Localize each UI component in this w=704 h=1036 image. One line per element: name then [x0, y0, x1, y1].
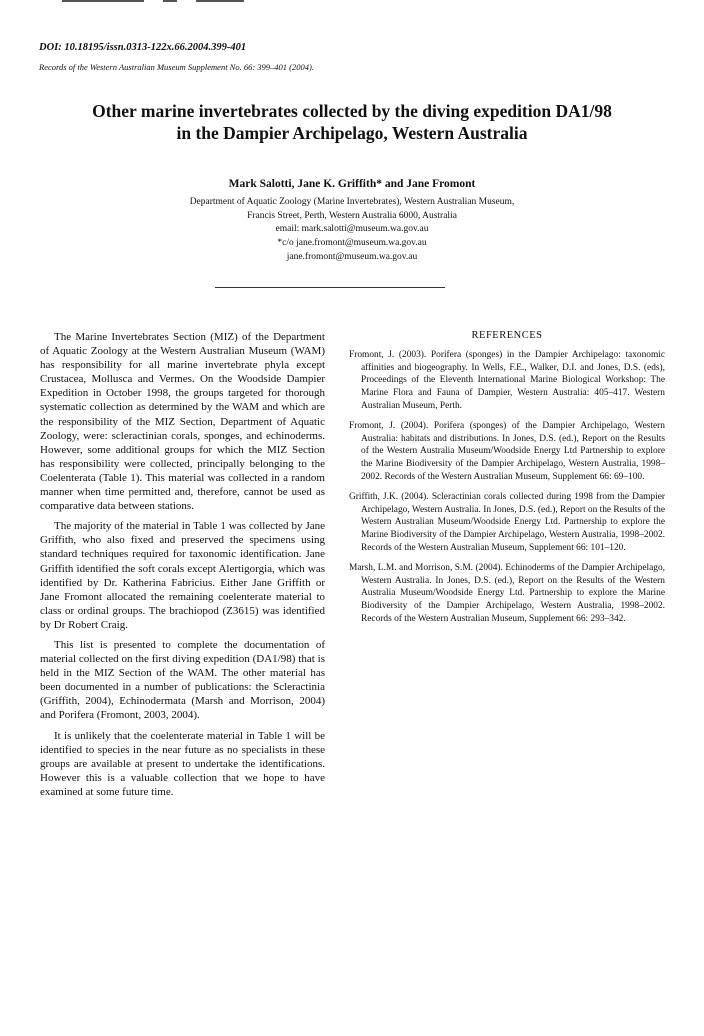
- body-paragraph: It is unlikely that the coelenterate material in Table 1 will be identified to species in the near future as no specialists in these groups are available at present to undertake the identifications. However this is a valuable collection that we hope to have examined at some future time.: [40, 729, 325, 798]
- article-title: [40, 100, 664, 144]
- doi: DOI: 10.18195/issn.0313-122x.66.2004.399-401: [39, 42, 247, 53]
- body-paragraph: The Marine Invertebrates Section (MIZ) of the Department of Aquatic Zoology at the Western Australian Museum (WAM) has responsibility for all marine invertebrate phyla except Crustacea, Mollusca and Vermes. On the Woodside Dampier Expedition in October 1998, the groups targeted for thorough systematic collection as determined by the WAM and which are the responsibility of the MIZ Section, Department of Aquatic Zoology, were: scleractinian corals, sponges, and echinoderms. However, some additional groups for which the MIZ Section has responsibility were collected, principally belonging to the Coelenterata (Table 1). This material was collected in a random manner when time permitted and, therefore, cannot be used as comparative data between stations.: [40, 331, 325, 513]
- email-line: jane.fromont@museum.wa.gov.au: [286, 251, 418, 262]
- body-text-column: [40, 330, 325, 805]
- affiliation-line: Department of Aquatic Zoology (Marine Invertebrates), Western Australian Museum,: [189, 197, 515, 207]
- reference-item: Fromont, J. (2004). Porifera (sponges) of the Dampier Archipelago, Western Australia: habitats and distributions. In Jones, D.S. (ed.), Report on the Results of the Western Australia Museum/Woodside Energy Ltd Partnership to explore the Marine Biodiversity of the Dampier Archipelago, Western Australia, 1998–2002. Records of the Western Australian Museum, Supplement 66: 69–100.: [349, 420, 665, 482]
- top-rule-left: [62, 0, 144, 2]
- reference-item: Marsh, L.M. and Morrison, S.M. (2004). Echinoderms of the Dampier Archipelago, Western Australia. In Jones, D.S. (ed.), Report on the Results of the Western Australia Museum/Woodside Energy Ltd. Partnership to explore the Marine Biodiversity of the Dampier Archipelago, Western Australia, 1998–2002. Records of the Western Australian Museum, Supplement 66: 293–342.: [349, 562, 665, 624]
- title-line-1: Other marine invertebrates collected by the diving expedition DA1/98: [92, 101, 612, 121]
- references-heading: REFERENCES: [471, 330, 543, 341]
- references-column: [349, 330, 665, 633]
- email-line: email: mark.salotti@museum.wa.gov.au: [275, 224, 429, 235]
- journal-citation: Records of the Western Australian Museum Supplement No. 66: 399–401 (2004).: [39, 62, 314, 72]
- body-paragraph: The majority of the material in Table 1 was collected by Jane Griffith, who also fixed and preserved the specimens using standard techniques required for taxonomic identification. Jane Griffith identified the soft corals except Alertigorgia, which was identified by Dr. Katherina Fabricius. Either Jane Griffith or Jane Fromont allocated the remaining coelenterate material to class or ordinal groups. The brachiopod (Z3615) was identified by Dr Robert Craig.: [40, 520, 325, 631]
- reference-item: Fromont, J. (2003). Porifera (sponges) in the Dampier Archipelago: taxonomic affinities and biogeography. In Wells, F.E., Walker, D.I. and Jones, D.S. (eds), Proceedings of the Eleventh International Marine Biological Workshop: The Marine Flora and Fauna of Dampier, Western Australia: 405–417. Western Australian Museum, Perth.: [349, 349, 665, 411]
- authors: Mark Salotti, Jane K. Griffith* and Jane Fromont: [228, 178, 476, 190]
- top-rule-mid: [163, 0, 177, 2]
- top-rule-right: [196, 0, 244, 2]
- body-paragraph: This list is presented to complete the documentation of material collected on the first diving expedition (DA1/98) that is held in the MIZ Section of the WAM. The other material has been documented in a number of publications: the Scleractinia (Griffith, 2004), Echinodermata (Marsh and Morrison, 2004) and Porifera (Fromont, 2003, 2004).: [40, 638, 325, 722]
- affiliation: [0, 196, 704, 265]
- affiliation-line: Francis Street, Perth, Western Australia 6000, Australia: [247, 210, 457, 221]
- section-divider: [215, 287, 445, 288]
- title-line-2: in the Dampier Archipelago, Western Australia: [176, 123, 528, 143]
- reference-item: Griffith, J.K. (2004). Scleractinian corals collected during 1998 from the Dampier Archipelago, Western Australia. In Jones, D.S. (ed.), Report on the Results of the Western Australian Museum/Woodside Energy Ltd. Partnership to explore the Marine Biodiversity of the Dampier Archipelago, Western Australia, 1998–2002. Records of the Western Australian Museum, Supplement 66: 101–120.: [349, 491, 665, 553]
- email-line: *c/o jane.fromont@museum.wa.gov.au: [277, 238, 427, 249]
